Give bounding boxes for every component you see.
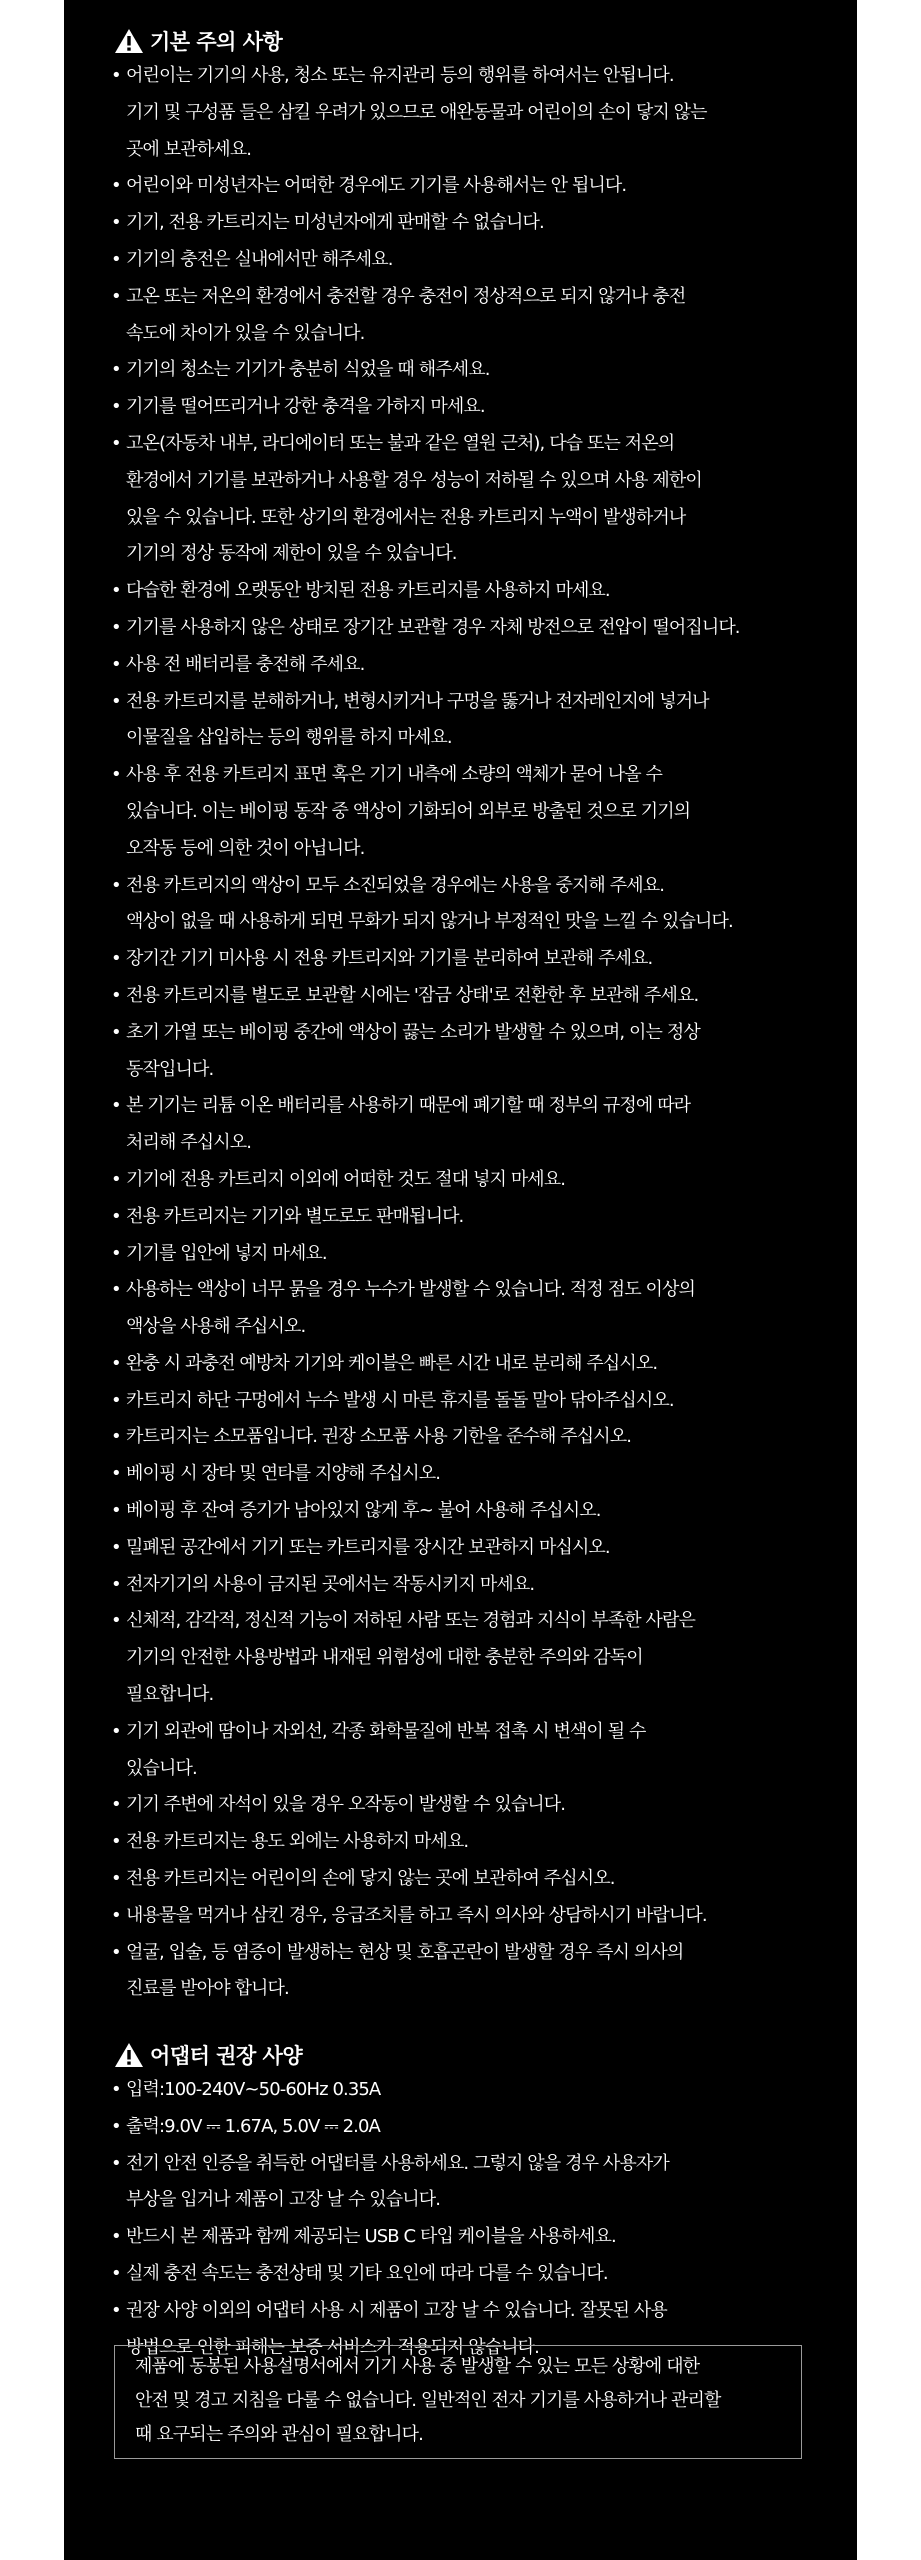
- list-item: • 전용 카트리지를 별도로 보관할 시에는 '잠금 상태'로 전환한 후 보관해 주세요.: [114, 978, 824, 1015]
- list-item: • 기기의 충전은 실내에서만 해주세요.: [114, 242, 824, 279]
- list-item: • 얼굴, 입술, 등 염증이 발생하는 현상 및 호흡곤란이 발생할 경우 즉시 의사의 진료를 받아야 합니다.: [114, 1935, 824, 2009]
- list-item: • 다습한 환경에 오랫동안 방치된 전용 카트리지를 사용하지 마세요.: [114, 573, 824, 610]
- list-item: • 기기, 전용 카트리지는 미성년자에게 판매할 수 없습니다.: [114, 205, 824, 242]
- list-item: • 전용 카트리지를 분해하거나, 변형시키거나 구멍을 뚫거나 전자레인지에 넣거나 이물질을 삽입하는 등의 행위를 하지 마세요.: [114, 684, 824, 758]
- section-title: 어댑터 권장 사양: [150, 2044, 303, 2068]
- list-item: • 어린이와 미성년자는 어떠한 경우에도 기기를 사용해서는 안 됩니다.: [114, 168, 824, 205]
- list-item: • 실제 충전 속도는 충전상태 및 기타 요인에 따라 다를 수 있습니다.: [114, 2256, 824, 2293]
- warning-icon: [114, 2041, 144, 2069]
- list-item: • 입력:100-240V~50-60Hz 0.35A: [114, 2072, 824, 2109]
- adapter-spec-section: [114, 2038, 824, 2366]
- section-title: 기본 주의 사항: [150, 30, 283, 54]
- precautions-list: [114, 58, 824, 2008]
- list-item: • 권장 사양 이외의 어댑터 사용 시 제품이 고장 날 수 있습니다. 잘못된 사용 방법으로 인한 피해는 보증 서비스가 적용되지 않습니다.: [114, 2293, 824, 2367]
- list-item: • 완충 시 과충전 예방차 기기와 케이블은 빠른 시간 내로 분리해 주십시오.: [114, 1346, 824, 1383]
- list-item: • 기기 주변에 자석이 있을 경우 오작동이 발생할 수 있습니다.: [114, 1787, 824, 1824]
- adapter-spec-list: [114, 2072, 824, 2366]
- list-item: • 고온(자동차 내부, 라디에이터 또는 불과 같은 열원 근처), 다습 또는 저온의 환경에서 기기를 보관하거나 사용할 경우 성능이 저하될 수 있으며 사용 제한이 있을 수 있습니다. 또한 상기의 환경에서는 전용 카트리지 누액이 발생하거나 기기의 정상 동작에 제한이 있을 수 있습니다.: [114, 426, 824, 573]
- list-item: • 신체적, 감각적, 정신적 기능이 저하된 사람 또는 경험과 지식이 부족한 사람은 기기의 안전한 사용방법과 내재된 위험성에 대한 충분한 주의와 감독이 필요합니다.: [114, 1603, 824, 1713]
- list-item: • 기기를 사용하지 않은 상태로 장기간 보관할 경우 자체 방전으로 전압이 떨어집니다.: [114, 610, 824, 647]
- basic-precautions-section: [114, 24, 824, 2008]
- list-item: • 전기 안전 인증을 취득한 어댑터를 사용하세요. 그렇지 않을 경우 사용자가 부상을 입거나 제품이 고장 날 수 있습니다.: [114, 2146, 824, 2220]
- section-heading: [114, 24, 824, 58]
- list-item: • 기기를 입안에 넣지 마세요.: [114, 1236, 824, 1273]
- list-item: • 밀폐된 공간에서 기기 또는 카트리지를 장시간 보관하지 마십시오.: [114, 1530, 824, 1567]
- list-item: • 고온 또는 저온의 환경에서 충전할 경우 충전이 정상적으로 되지 않거나 충전 속도에 차이가 있을 수 있습니다.: [114, 279, 824, 353]
- list-item: • 전용 카트리지는 어린이의 손에 닿지 않는 곳에 보관하여 주십시오.: [114, 1861, 824, 1898]
- list-item: • 전용 카트리지는 용도 외에는 사용하지 마세요.: [114, 1824, 824, 1861]
- list-item: • 베이핑 시 장타 및 연타를 지양해 주십시오.: [114, 1456, 824, 1493]
- list-item: • 기기를 떨어뜨리거나 강한 충격을 가하지 마세요.: [114, 389, 824, 426]
- list-item: • 기기의 청소는 기기가 충분히 식었을 때 해주세요.: [114, 352, 824, 389]
- list-item: • 전용 카트리지는 기기와 별도로도 판매됩니다.: [114, 1199, 824, 1236]
- warning-icon: [114, 27, 144, 55]
- list-item: • 반드시 본 제품과 함께 제공되는 USB C 타입 케이블을 사용하세요.: [114, 2219, 824, 2256]
- list-item: • 사용 전 배터리를 충전해 주세요.: [114, 647, 824, 684]
- list-item: • 기기 외관에 땀이나 자외선, 각종 화학물질에 반복 접촉 시 변색이 될 수 있습니다.: [114, 1714, 824, 1788]
- list-item: • 전자기기의 사용이 금지된 곳에서는 작동시키지 마세요.: [114, 1567, 824, 1604]
- list-item: • 내용물을 먹거나 삼킨 경우, 응급조치를 하고 즉시 의사와 상담하시기 바랍니다.: [114, 1898, 824, 1935]
- list-item: • 사용 후 전용 카트리지 표면 혹은 기기 내측에 소량의 액체가 묻어 나올 수 있습니다. 이는 베이핑 동작 중 액상이 기화되어 외부로 방출된 것으로 기기의 오작동 등에 의한 것이 아닙니다.: [114, 757, 824, 867]
- list-item: • 전용 카트리지의 액상이 모두 소진되었을 경우에는 사용을 중지해 주세요. 액상이 없을 때 사용하게 되면 무화가 되지 않거나 부정적인 맛을 느낄 수 있습니다.: [114, 868, 824, 942]
- list-item: • 어린이는 기기의 사용, 청소 또는 유지관리 등의 행위를 하여서는 안됩니다. 기기 및 구성품 들은 삼킬 우려가 있으므로 애완동물과 어린이의 손이 닿지 않는 곳에 보관하세요.: [114, 58, 824, 168]
- list-item: • 장기간 기기 미사용 시 전용 카트리지와 기기를 분리하여 보관해 주세요.: [114, 941, 824, 978]
- list-item: • 출력:9.0V ⎓ 1.67A, 5.0V ⎓ 2.0A: [114, 2109, 824, 2146]
- list-item: • 기기에 전용 카트리지 이외에 어떠한 것도 절대 넣지 마세요.: [114, 1162, 824, 1199]
- section-heading: [114, 2038, 824, 2072]
- list-item: • 카트리지 하단 구멍에서 누수 발생 시 마른 휴지를 돌돌 말아 닦아주십시오.: [114, 1383, 824, 1420]
- list-item: • 카트리지는 소모품입니다. 권장 소모품 사용 기한을 준수해 주십시오.: [114, 1419, 824, 1456]
- list-item: • 초기 가열 또는 베이핑 중간에 액상이 끓는 소리가 발생할 수 있으며, 이는 정상 동작입니다.: [114, 1015, 824, 1089]
- list-item: • 사용하는 액상이 너무 묽을 경우 누수가 발생할 수 있습니다. 적정 점도 이상의 액상을 사용해 주십시오.: [114, 1272, 824, 1346]
- safety-notice-panel: [64, 0, 857, 2560]
- disclaimer-box: 제품에 동봉된 사용설명서에서 기기 사용 중 발생할 수 있는 모든 상황에 대한 안전 및 경고 지침을 다룰 수 없습니다. 일반적인 전자 기기를 사용하거나 관리할 때 요구되는 주의와 관심이 필요합니다.: [114, 2345, 802, 2459]
- list-item: • 베이핑 후 잔여 증기가 남아있지 않게 후~ 불어 사용해 주십시오.: [114, 1493, 824, 1530]
- list-item: • 본 기기는 리튬 이온 배터리를 사용하기 때문에 폐기할 때 정부의 규정에 따라 처리해 주십시오.: [114, 1088, 824, 1162]
